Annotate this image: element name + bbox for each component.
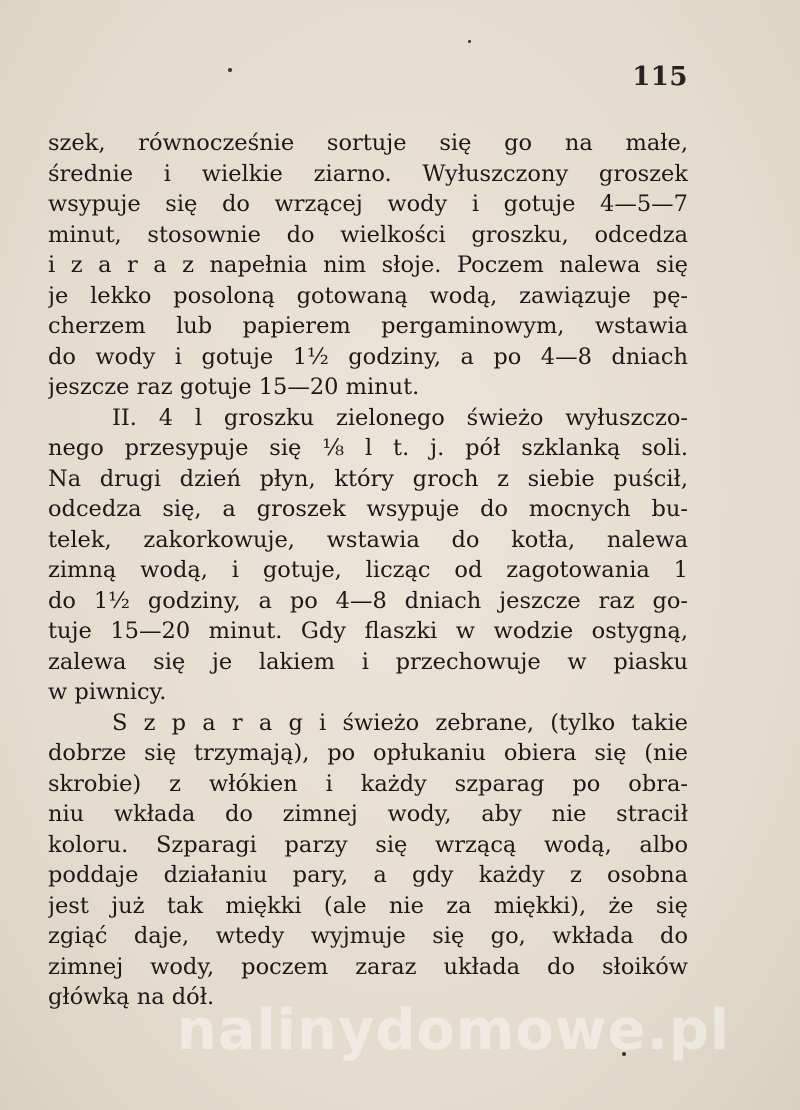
text-line: i z a r a z napełnia nim słoje. Poczem nalewa się — [48, 252, 688, 278]
text-line: niu wkłada do zimnej wody, aby nie stracił — [48, 801, 688, 827]
text-line: do 1½ godziny, a po 4—8 dniach jeszcze raz go- — [48, 587, 688, 614]
text-line: w piwnicy. — [48, 679, 167, 705]
body-text — [48, 128, 688, 1013]
text-line: odcedza się, a groszek wsypuje do mocnych bu- — [48, 496, 688, 522]
text-line: minut, stosownie do wielkości groszku, odcedza — [48, 221, 688, 248]
text-line: zgiąć daje, wtedy wyjmuje się go, wkłada do — [48, 923, 688, 949]
text-line: zalewa się je lakiem i przechowuje w piasku — [48, 648, 688, 675]
text-line: nego przesypuje się ⅛ l t. j. pół szklanką soli. — [48, 435, 688, 461]
text-line: S z p a r a g i świeżo zebrane, (tylko takie — [112, 709, 688, 736]
text-line: je lekko posoloną gotowaną wodą, zawiązuje pę- — [48, 282, 688, 309]
text-line: Na drugi dzień płyn, który groch z siebie puścił, — [48, 465, 688, 492]
text-line: II. 4 l groszku zielonego świeżo wyłuszczo- — [112, 404, 688, 431]
ink-speck — [228, 68, 232, 72]
text-line: zimnej wody, poczem zaraz układa do słoików — [48, 953, 688, 980]
text-line: szek, równocześnie sortuje się go na małe, — [48, 130, 688, 156]
text-line: tuje 15—20 minut. Gdy flaszki w wodzie ostygną, — [48, 618, 688, 644]
site-watermark: nalinydomowe.pl — [176, 998, 730, 1063]
text-line: skrobie) z włókien i każdy szparag po obra- — [48, 770, 688, 797]
text-line: główką na dół. — [48, 984, 215, 1010]
ink-speck — [468, 40, 471, 43]
text-line: wsypuje się do wrzącej wody i gotuje 4—5—7 — [48, 191, 688, 217]
text-line: koloru. Szparagi parzy się wrzącą wodą, albo — [48, 831, 688, 858]
text-line: jest już tak miękki (ale nie za miękki), że się — [48, 892, 688, 919]
text-line: jeszcze raz gotuje 15—20 minut. — [48, 374, 420, 400]
text-line: telek, zakorkowuje, wstawia do kotła, nalewa — [48, 526, 688, 553]
text-line: do wody i gotuje 1½ godziny, a po 4—8 dniach — [48, 343, 688, 370]
text-line: dobrze się trzymają), po opłukaniu obiera się (nie — [48, 740, 688, 766]
text-line: średnie i wielkie ziarno. Wyłuszczony groszek — [48, 160, 688, 187]
text-line: poddaje działaniu pary, a gdy każdy z osobna — [48, 862, 688, 888]
text-line: cherzem lub papierem pergaminowym, wstawia — [48, 313, 688, 339]
page-number: 115 — [632, 62, 688, 92]
text-line: zimną wodą, i gotuje, licząc od zagotowania 1 — [48, 557, 688, 583]
